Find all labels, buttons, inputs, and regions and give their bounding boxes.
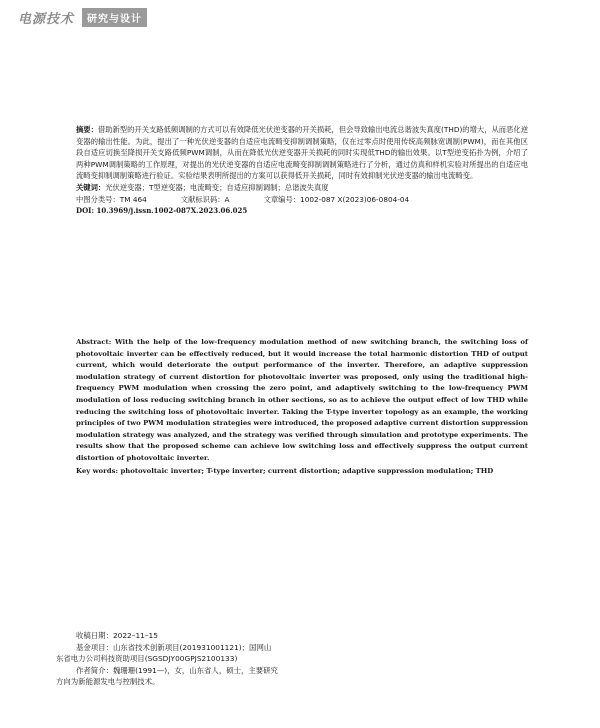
document-code: 文献标识码：A [180, 194, 230, 204]
abstract-cn-label: 摘要： [76, 125, 98, 134]
received-date: 收稿日期：2022–11–15 [76, 631, 158, 640]
abstract-en-paragraph [76, 337, 528, 465]
author-line-1: 作者简介：魏珊珊(1991—)，女，山东省人，硕士，主要研究 [76, 665, 278, 675]
clc-number: 中图分类号：TM 464 [76, 194, 147, 204]
keywords-en [76, 466, 528, 478]
footnote-block [56, 630, 306, 688]
abstract-cn-text: 借助新型的开关支路低频调制的方式可以有效降低光伏逆变器的开关损耗，但会导致输出电流总谐波失真度(THD)的增大，从而恶化逆变器的输出性能。为此，提出了一种光伏逆变器的自适应电流畸变抑制调制策略，仅在过零点时使用传统高频脉宽调制(PWM)，而在其他区段自适应切换至降损开关支路低频PWM调制，从而在降低光伏逆变器开关损耗的同时实现低THD的输出效果。以T型逆变拓扑为例，介绍了两种PWM调制策略的工作原理，对提出的光伏逆变器的自适应电流畸变抑制调制策略进行了分析，通过仿真和样机实验对所提出的自适应电流畸变抑制调制策略进行验证。实验结果表明所提出的方案可以获得低开关损耗，同时有效抑制光伏逆变器的输出电流畸变。 [76, 125, 528, 181]
doi: DOI: 10.3969/j.issn.1002-087X.2023.06.025 [76, 206, 248, 216]
classification-row [76, 194, 528, 206]
article-number: 文章编号：1002-087 X(2023)06-0804-04 [263, 194, 410, 204]
keywords-cn [76, 182, 528, 194]
abstract-cn-paragraph [76, 124, 528, 182]
keywords-cn-text: 光伏逆变器；T型逆变器；电流畸变；自适应抑制调制；总谐波失真度 [105, 182, 329, 192]
fund-line-1: 基金项目：山东省技术创新项目(201931001121)；国网山 [76, 642, 272, 652]
keywords-en-label: Key words: [76, 466, 119, 475]
abstract-en-text: With the help of the low-frequency modulation method of new switching branch, the switching loss of photovoltaic inverter can be effectively reduced, but it would increase the total harmonic distortion THD of output current, which would deteriorate the output performance of the inverter. Therefore, an adaptive suppression modulation strategy of current distortion for photovoltaic inverter was proposed, only using the traditional high-frequency PWM modulation when crossing the zero point, and adaptively switching to the low-frequency PWM modulation of loss reducing switching branch in other sections, so as to achieve the output effect of low THD while reducing the switching loss of photovoltaic inverter. Taking the T-type inverter topology as an example, the working principles of two PWM modulation strategies were introduced, the proposed adaptive current distortion suppression modulation strategy was analyzed, and the strategy was verified through simulation and prototype experiments. The results show that the proposed scheme can achieve low switching loss and effectively suppress the output current distortion of photovoltaic inverter. [76, 338, 528, 462]
author-line-2: 方向为新能源发电与控制技术。 [56, 677, 160, 686]
chinese-abstract [76, 124, 528, 217]
journal-name: 电源技术 [18, 11, 75, 27]
english-abstract [76, 337, 528, 477]
journal-header [18, 8, 147, 26]
keywords-en-text: photovoltaic inverter; T-type inverter; current distortion; adaptive suppression modulation; THD [120, 466, 494, 475]
fund-line-2: 东省电力公司科技资助项目(SGSDJY00GPJS2100133) [56, 654, 238, 663]
keywords-cn-label: 关键词： [76, 182, 106, 192]
abstract-en-label: Abstract: [76, 338, 112, 346]
section-badge: 研究与设计 [82, 8, 147, 27]
footer-divider [56, 624, 306, 625]
